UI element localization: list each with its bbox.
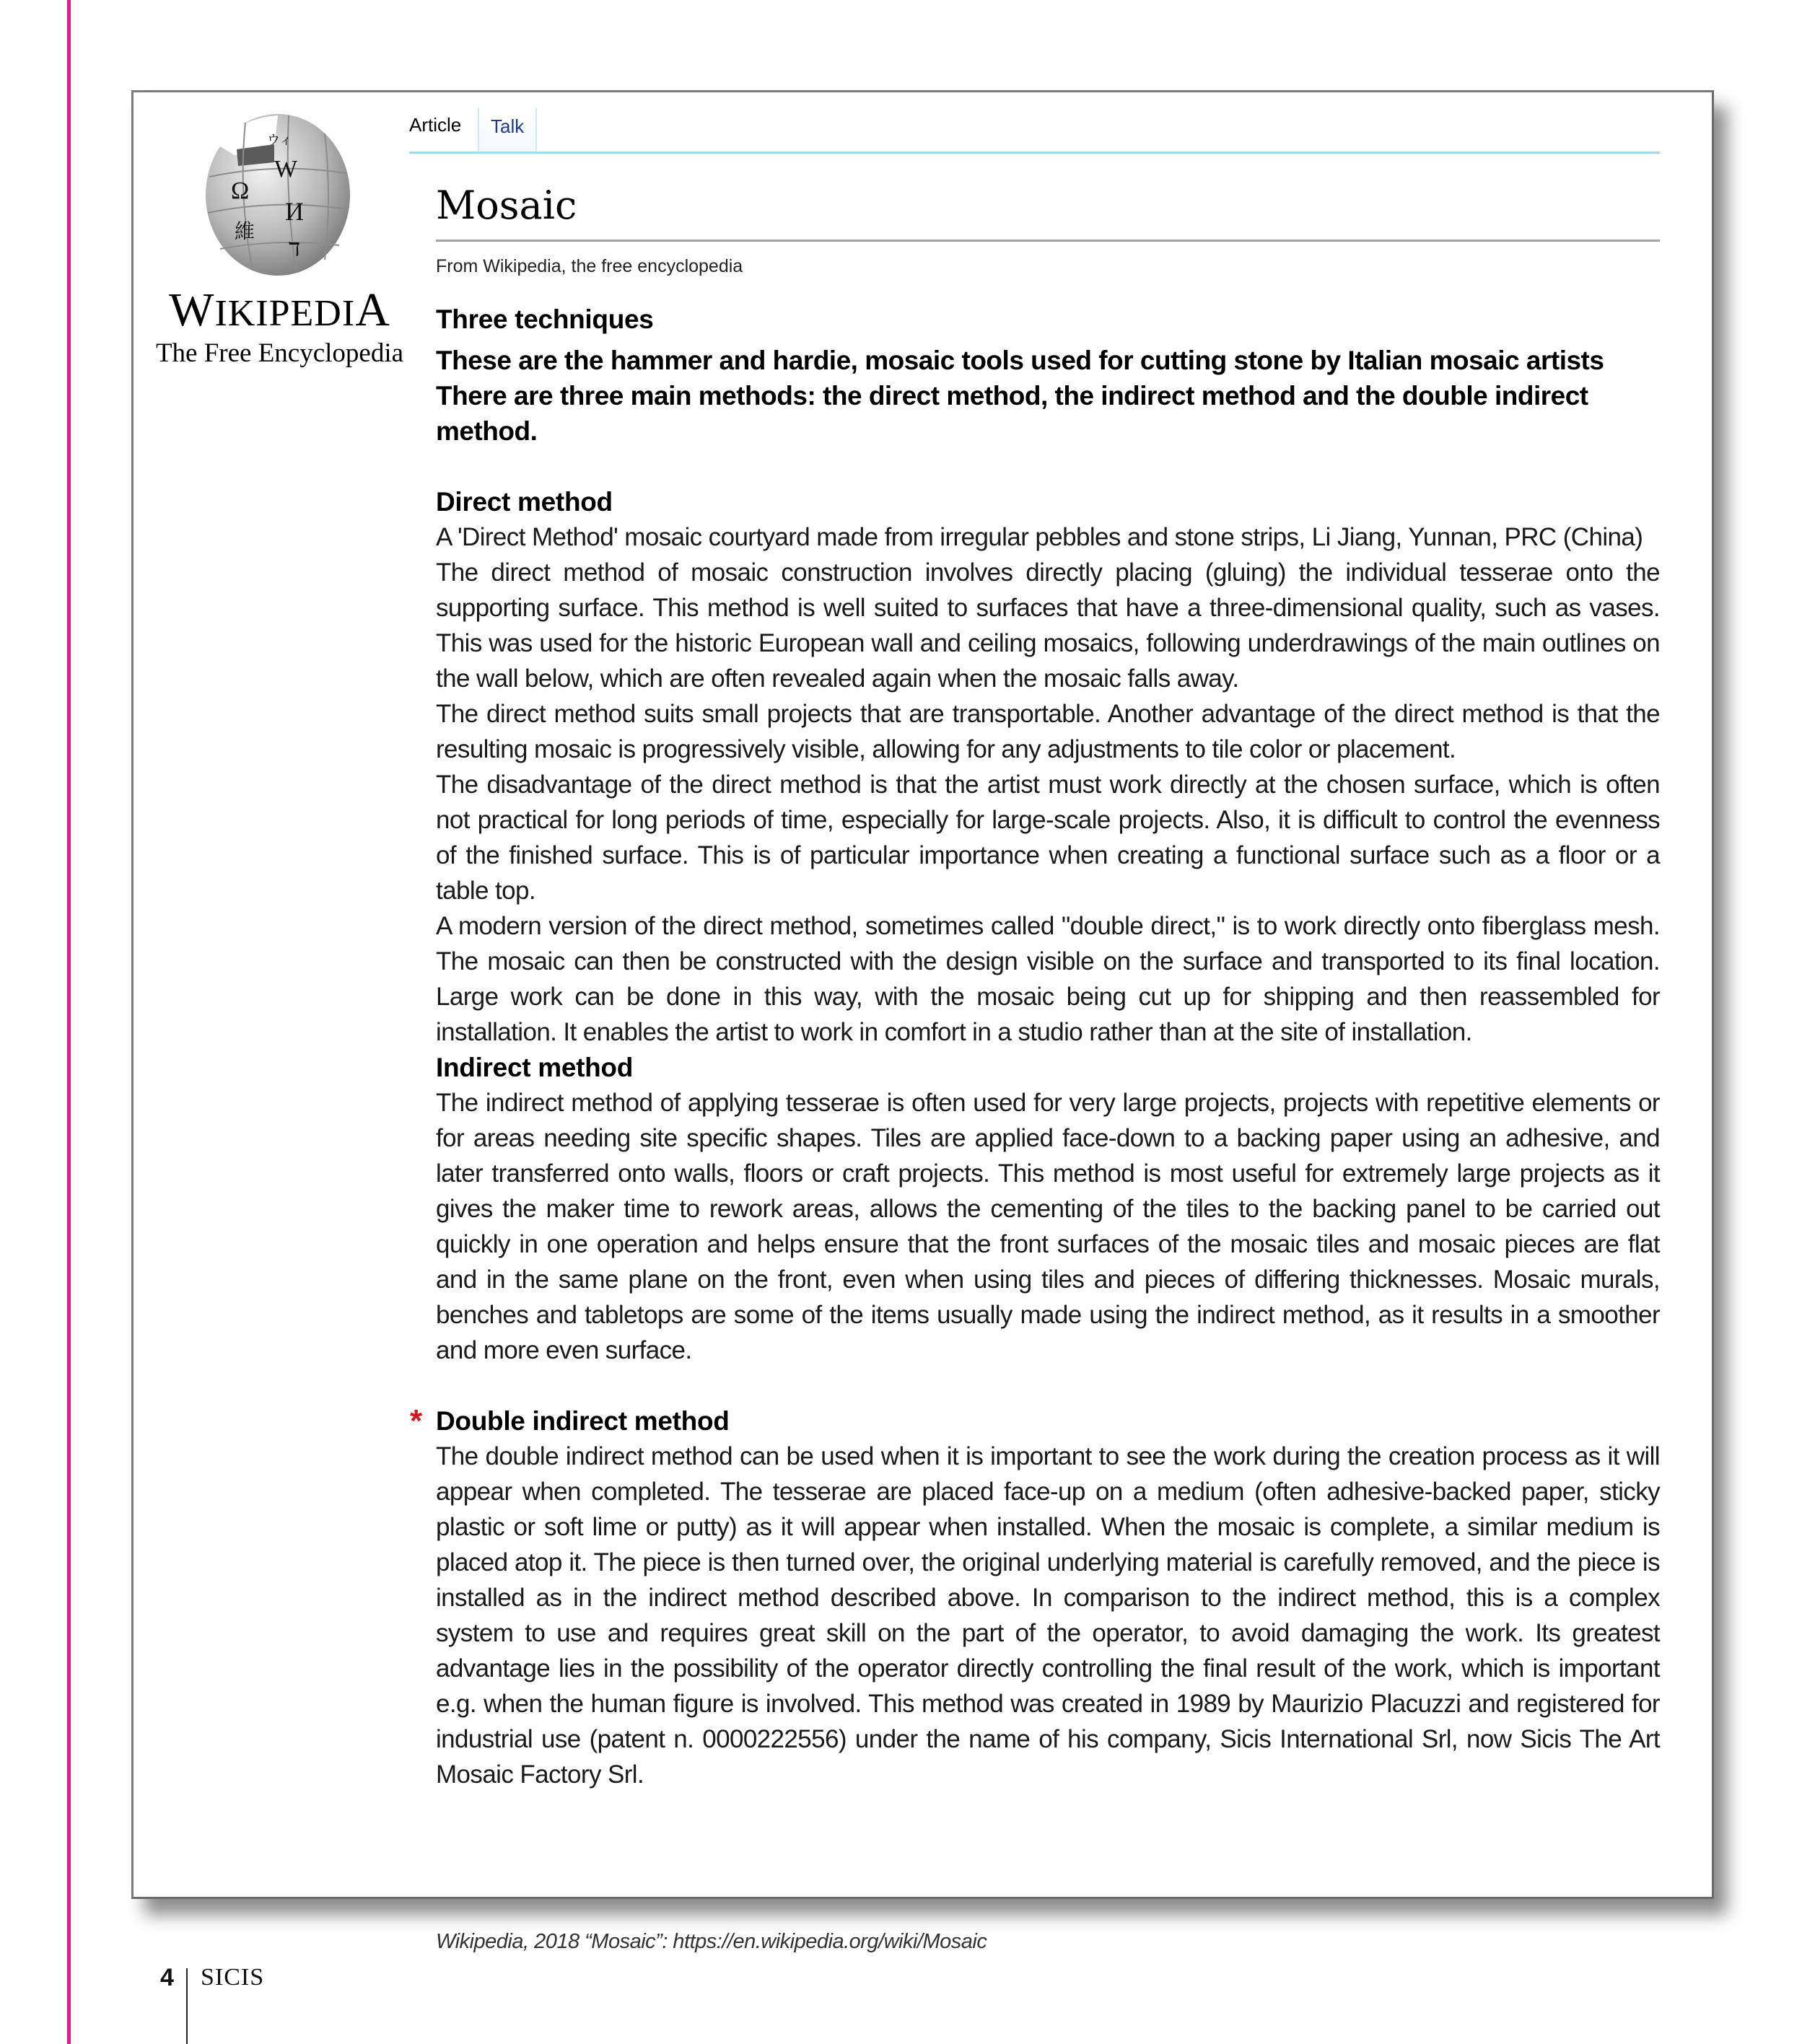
wikipedia-wordmark: WIKIPEDIA (169, 284, 390, 336)
brand-name: SICIS (201, 1964, 265, 1991)
paragraph: The indirect method of applying tesserae is often used for very large projects, projects with repetitive elements or for areas needing site specific shapes. Tiles are applied face-down to a backing paper using an adhesive, and later transferred onto walls, floors or craft projects. This method is most useful for extremely large projects as it gives the maker time to rework areas, allows the cementing of the tiles to the backing panel to be carried out quickly in one operation and helps ensure that the front surfaces of the mosaic tiles and mosaic pieces are flat and in the same plane on the front, even when using tiles and pieces of differing thicknesses. Mosaic murals, benches and tabletops are some of the items usually made using the indirect method, as it results in a smoother and more even surface. (436, 1089, 1660, 1364)
paragraph: The direct method suits small projects that are transportable. Another advantage of the direct method is that the resulting mosaic is progressively visible, allowing for any adjustments to tile color or placement. (436, 700, 1660, 763)
tab-talk[interactable]: Talk (478, 108, 537, 151)
paragraph: A 'Direct Method' mosaic courtyard made from irregular pebbles and stone strips, Li Jiang, Yunnan, PRC (China) (436, 523, 1643, 551)
wikipedia-globe-icon (166, 105, 390, 278)
source-citation: Wikipedia, 2018 “Mosaic”: https://en.wikipedia.org/wiki/Mosaic (436, 1930, 987, 1953)
section-heading-direct: Direct method (436, 487, 613, 517)
svg-text:И: И (285, 197, 304, 226)
page-number: 4 (160, 1964, 174, 1991)
asterisk-marker-icon: * (410, 1403, 423, 1439)
wikipedia-logo (152, 105, 408, 369)
margin-accent-line (67, 0, 71, 2044)
intro-lead (436, 343, 1660, 449)
folio-divider (186, 1968, 188, 2044)
intro-line: There are three main methods: the direct method, the indirect method and the double indirect method. (436, 381, 1588, 446)
title-divider (436, 240, 1660, 242)
article-body (410, 302, 1660, 1792)
paragraph: The direct method of mosaic construction involves directly placing (gluing) the individual tesserae onto the supporting surface. This method is well suited to surfaces that have a three-dimensional quality, such as vases. This was used for the historic European wall and ceiling mosaics, following underdrawings of the main outlines on the wall below, which are often revealed again when the mosaic falls away. (436, 558, 1660, 693)
svg-text:Ω: Ω (231, 177, 250, 204)
paragraph: The double indirect method can be used when it is important to see the work during the creation process as it will appear when completed. The tesserae are placed face-up on a medium (often adhesive-backed paper, sticky plastic or soft lime or putty) as it will appear when installed. When the mosaic is complete, a similar medium is placed atop it. The piece is then turned over, the original underlying material is carefully removed, and the piece is installed as in the indirect method described above. In comparison to the indirect method, this is a complex system to use and requires great skill on the part of the operator, to avoid damaging the work. Its greatest advantage lies in the possibility of the operator directly controlling the final result of the work, which is important e.g. when the human figure is involved. This method was created in 1989 by Maurizio Placuzzi and registered for industrial use (patent n. 0000222556) under the name of his company, Sicis International Srl, now Sicis The Art Mosaic Factory Srl. (436, 1442, 1660, 1789)
svg-text:ウィ: ウィ (267, 133, 292, 147)
page-subtitle: From Wikipedia, the free encyclopedia (436, 256, 743, 276)
section-heading-indirect: Indirect method (436, 1053, 634, 1082)
page-title: Mosaic (436, 183, 577, 228)
section-heading-double-indirect: Double indirect method (436, 1406, 730, 1436)
paragraph: A modern version of the direct method, sometimes called "double direct," is to work directly onto fiberglass mesh. The mosaic can then be constructed with the design visible on the surface and transported to its final location. Large work can be done in this way, with the mosaic being cut up for shipping and then reassembled for installation. It enables the artist to work in comfort in a studio rather than at the site of installation. (436, 912, 1660, 1046)
tab-article[interactable]: Article (409, 114, 462, 136)
intro-line: These are the hammer and hardie, mosaic tools used for cutting stone by Italian mosaic artists (436, 346, 1604, 375)
page-tabs (409, 108, 1660, 154)
svg-text:W: W (274, 156, 298, 183)
svg-text:維: 維 (235, 221, 255, 243)
svg-text:ד: ד (289, 235, 301, 262)
intro-heading: Three techniques (436, 304, 654, 334)
wikipedia-tagline: The Free Encyclopedia (155, 338, 404, 368)
paragraph: The disadvantage of the direct method is that the artist must work directly at the chosen surface, which is often not practical for long periods of time, especially for large-scale projects. Also, it is difficult to control the evenness of the finished surface. This is of particular importance when creating a functional surface such as a floor or a table top. (436, 771, 1660, 905)
